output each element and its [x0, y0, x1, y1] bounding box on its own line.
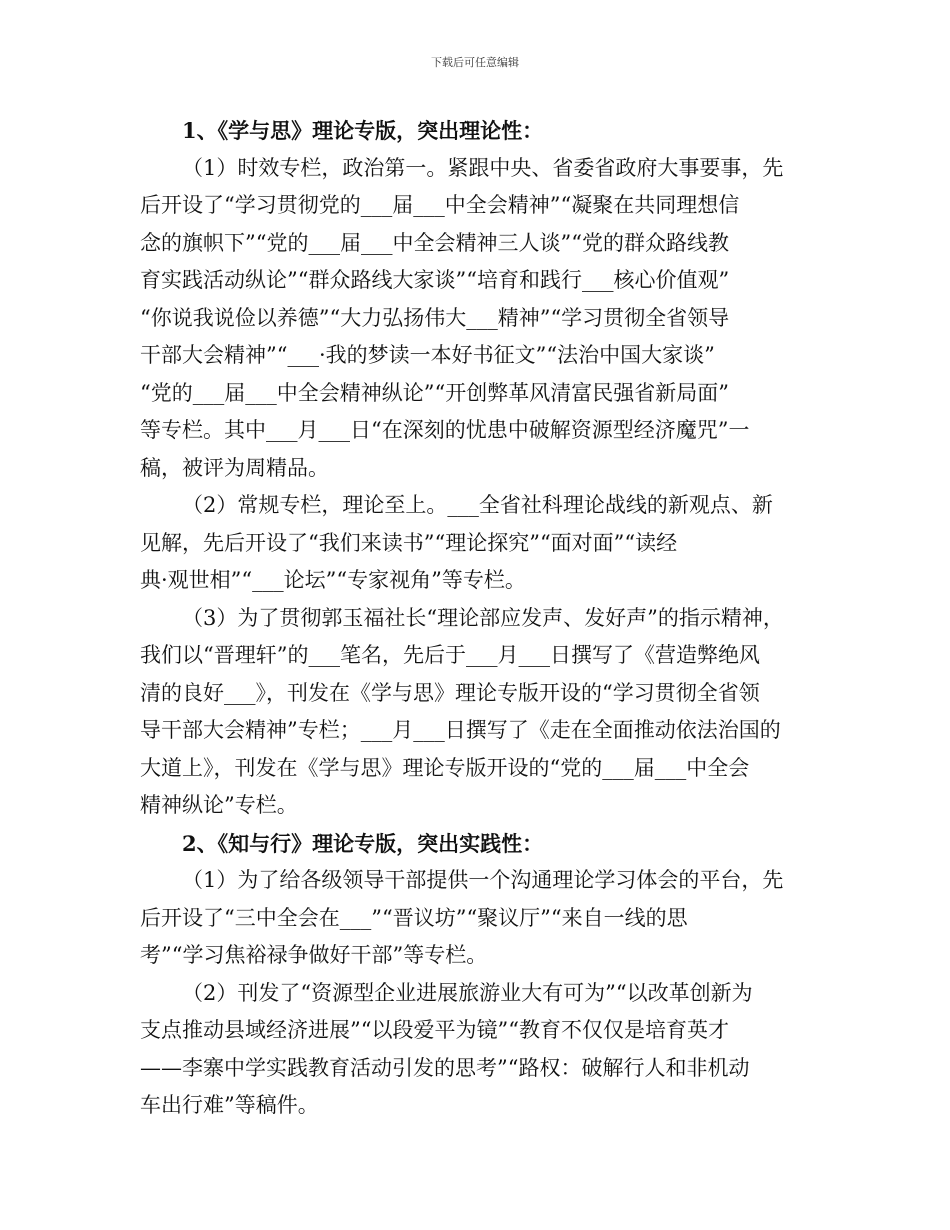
section-heading: 1、《学与思》理论专版，突出理论性： [182, 118, 544, 143]
paragraph-line: 育实践活动纵论”“群众路线大家谈”“培育和践行___核心价值观” [140, 268, 730, 292]
paragraph-line: 后开设了“学习贯彻党的___届___中全会精神”“凝聚在共同理想信 [140, 193, 740, 217]
paragraph-line: ——李寨中学实践教育活动引发的思考”“路权：破解行人和非机动 [140, 1055, 750, 1080]
paragraph-line: 支点推动县域经济进展”“以段爱平为镜”“教育不仅仅是培育英才 [140, 1018, 729, 1042]
paragraph-line: 清的良好___》，刊发在《学与思》理论专版开设的“学习贯彻全省领 [140, 680, 760, 705]
paragraph-line: 大道上》，刊发在《学与思》理论专版开设的“党的___届___中全会 [140, 755, 750, 780]
paragraph-line: 车出行难”等稿件。 [140, 1093, 319, 1117]
paragraph-line: 我们以“晋理轩”的___笔名，先后于___月___日撰写了《营造弊绝风 [140, 643, 760, 667]
page-header: 下载后可任意编辑 [431, 56, 519, 69]
paragraph-line: 典·观世相”“___论坛”“专家视角”等专栏。 [140, 568, 526, 592]
paragraph-line: （2）常规专栏，理论至上。___全省社科理论战线的新观点、新 [182, 493, 773, 517]
paragraph-line: （1）为了给各级领导干部提供一个沟通理论学习体会的平台，先 [182, 868, 784, 892]
paragraph-line: 后开设了“三中全会在___”“晋议坊”“聚议厅”“来自一线的思 [140, 905, 688, 930]
paragraph-line: （2）刊发了“资源型企业进展旅游业大有可为”“以改革创新为 [182, 980, 753, 1005]
section-heading: 2、《知与行》理论专版，突出实践性： [182, 830, 544, 856]
paragraph-line: 精神纵论”专栏。 [140, 793, 298, 817]
paragraph-line: 见解，先后开设了“我们来读书”“理论探究”“面对面”“读经 [140, 530, 678, 555]
document-body [140, 112, 812, 1125]
paragraph-line: 等专栏。其中___月___日“在深刻的忧患中破解资源型经济魔咒”一 [140, 418, 750, 442]
paragraph-line: “党的___届___中全会精神纵论”“开创弊革风清富民强省新局面” [140, 380, 729, 405]
paragraph-line: 稿，被评为周精品。 [140, 455, 329, 480]
paragraph-line: （3）为了贯彻郭玉福社长“理论部应发声、发好声”的指示精神， [182, 605, 784, 630]
paragraph-line: 导干部大会精神”专栏；___月___日撰写了《走在全面推动依法治国的 [140, 718, 781, 742]
paragraph-line: “你说我说俭以养德”“大力弘扬伟大___精神”“学习贯彻全省领导 [140, 305, 730, 330]
paragraph-line: 干部大会精神”“___·我的梦读一本好书征文”“法治中国大家谈” [140, 343, 715, 367]
paragraph-line: 考”“学习焦裕禄争做好干部”等专栏。 [140, 943, 488, 967]
paragraph-line: （1）时效专栏，政治第一。紧跟中央、省委省政府大事要事，先 [182, 155, 784, 180]
paragraph-line: 念的旗帜下”“党的___届___中全会精神三人谈”“党的群众路线教 [140, 230, 729, 255]
